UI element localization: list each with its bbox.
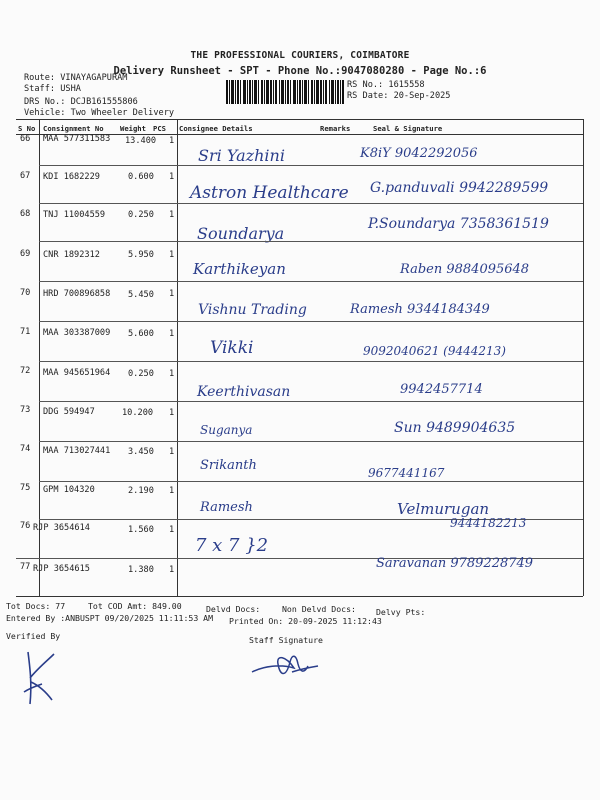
staff-signature-label: Staff Signature	[249, 635, 323, 645]
row-sno: 69	[20, 249, 31, 259]
row-pcs: 1	[169, 136, 175, 146]
runsheet-subtitle: Delivery Runsheet - SPT - Phone No.:9047080280 - Page No.:6	[113, 65, 487, 77]
row-pcs: 1	[169, 250, 175, 260]
row-consignment: HRD 700896858	[43, 289, 111, 299]
row-weight: 13.400	[125, 136, 157, 146]
row-sno: 72	[20, 366, 31, 376]
staff-signature	[246, 650, 326, 682]
row-sno: 74	[20, 444, 31, 454]
delivered-docs: Delvd Docs:	[206, 604, 261, 614]
row-signature: P.Soundarya 7358361519	[368, 216, 549, 232]
table-top-rule	[16, 119, 583, 120]
row-consignment: MAA 577311583	[43, 134, 111, 144]
entered-by: Entered By :ANBUSPT 09/20/2025 11:11:53 AM	[6, 613, 214, 623]
col-header-remarks: Remarks	[320, 124, 351, 133]
row-consignee-handwritten: Suganya	[200, 423, 253, 437]
row-divider	[39, 441, 583, 442]
company-title: THE PROFESSIONAL COURIERS, COIMBATORE	[190, 50, 410, 61]
row-consignment: MAA 713027441	[43, 446, 111, 456]
row-signature: K8iY 9042292056	[360, 146, 478, 161]
row-pcs: 1	[169, 565, 175, 575]
col-divider	[583, 119, 584, 596]
row-divider	[39, 321, 583, 322]
row-sno: 76	[20, 521, 31, 531]
row-consignment: TNJ 11004559	[43, 210, 106, 220]
col-header-consignment: Consignment No	[43, 124, 104, 133]
row-pcs: 1	[169, 289, 175, 299]
total-cod-amount: Tot COD Amt: 849.00	[88, 601, 182, 611]
row-weight: 5.950	[128, 250, 154, 260]
row-consignee-handwritten: Vikki	[210, 338, 254, 358]
staff-label: Staff: USHA	[24, 84, 81, 94]
col-header-pcs: PCS	[153, 124, 166, 133]
row-sno: 67	[20, 171, 31, 181]
row-divider	[39, 281, 583, 282]
col-header-seal: Seal & Signature	[373, 124, 443, 133]
row-consignee-handwritten: Karthikeyan	[193, 260, 286, 278]
row-weight: 5.450	[128, 290, 154, 300]
row-consignment: MAA 945651964	[43, 368, 111, 378]
row-signature: Raben 9884095648	[400, 262, 530, 277]
delivery-points: Delvy Pts:	[376, 607, 426, 617]
row-divider	[39, 165, 583, 166]
row-divider	[39, 361, 583, 362]
non-delivered-docs: Non Delvd Docs:	[282, 604, 356, 614]
table-bottom-rule	[16, 596, 583, 597]
col-header-sno: S No	[18, 124, 36, 133]
row-sno: 70	[20, 288, 31, 298]
row-divider	[39, 401, 583, 402]
col-header-weight: Weight	[120, 124, 146, 133]
row-consignee-handwritten: Srikanth	[200, 458, 257, 473]
row-weight: 1.560	[128, 525, 154, 535]
row-consignment: CNR 1892312	[43, 250, 100, 260]
printed-on: Printed On: 20-09-2025 11:12:43	[229, 616, 382, 626]
row-sno: 71	[20, 327, 31, 337]
row-weight: 3.450	[128, 447, 154, 457]
drs-number: DRS No.: DCJB161555806	[24, 97, 138, 107]
row-signature: Sun 9489904635	[394, 420, 516, 436]
row-weight: 0.250	[128, 369, 154, 379]
col-divider	[177, 119, 178, 596]
row-sno: 73	[20, 405, 31, 415]
row-consignee-handwritten: Sri Yazhini	[198, 146, 285, 165]
row-pcs: 1	[169, 369, 175, 379]
row-consignment: KDI 1682229	[43, 172, 100, 182]
row-divider	[39, 241, 583, 242]
row-weight: 5.600	[128, 329, 154, 339]
row-consignee-handwritten: Ramesh	[200, 500, 253, 515]
row-consignment: GPM 104320	[43, 485, 95, 495]
row-consignment: RJP 3654614	[33, 523, 90, 533]
vehicle-label: Vehicle: Two Wheeler Delivery	[24, 108, 175, 118]
row-consignee-handwritten: 7 x 7 }2	[195, 535, 269, 556]
barcode-image	[226, 80, 344, 104]
row-consignment: RJP 3654615	[33, 564, 90, 574]
row-consignment: MAA 303387009	[43, 328, 111, 338]
row-weight: 0.600	[128, 172, 154, 182]
row-pcs: 1	[169, 329, 175, 339]
verifier-signature	[18, 648, 64, 708]
row-pcs: 1	[169, 447, 175, 457]
row-signature: Velmurugan	[397, 500, 490, 518]
row-pcs: 1	[169, 408, 175, 418]
row-signature: 9942457714	[400, 382, 483, 397]
row-consignee-handwritten: Vishnu Trading	[198, 302, 307, 318]
row-signature: 9092040621 (9444213)	[363, 344, 506, 358]
row-pcs: 1	[169, 486, 175, 496]
route-label: Route: VINAYAGAPURAM	[24, 73, 128, 83]
row-weight: 1.380	[128, 565, 154, 575]
row-sno: 77	[20, 562, 31, 572]
row-weight: 10.200	[122, 408, 154, 418]
total-docs: Tot Docs: 77	[6, 601, 66, 611]
verified-by-label: Verified By	[6, 631, 61, 641]
row-weight: 0.250	[128, 210, 154, 220]
row-signature: 9444182213	[450, 516, 527, 530]
row-sno: 75	[20, 483, 31, 493]
row-divider	[39, 203, 583, 204]
row-signature: G.panduvali 9942289599	[370, 180, 549, 196]
row-pcs: 1	[169, 210, 175, 220]
row-sno: 68	[20, 209, 31, 219]
rs-number: RS No.: 1615558	[347, 80, 425, 90]
rs-date: RS Date: 20-Sep-2025	[347, 91, 451, 101]
row-consignee-handwritten: Soundarya	[197, 224, 285, 243]
row-consignment: DDG 594947	[43, 407, 95, 417]
row-signature: Saravanan 9789228749	[376, 556, 534, 571]
row-sno: 66	[20, 134, 31, 144]
row-consignee-handwritten: Keerthivasan	[197, 384, 291, 400]
row-weight: 2.190	[128, 486, 154, 496]
row-pcs: 1	[169, 172, 175, 182]
col-header-consignee: Consignee Details	[179, 124, 253, 133]
row-divider	[39, 481, 583, 482]
row-consignee-handwritten: Astron Healthcare	[190, 183, 349, 203]
row-pcs: 1	[169, 525, 175, 535]
row-signature: 9677441167	[368, 466, 445, 480]
row-signature: Ramesh 9344184349	[350, 302, 490, 317]
